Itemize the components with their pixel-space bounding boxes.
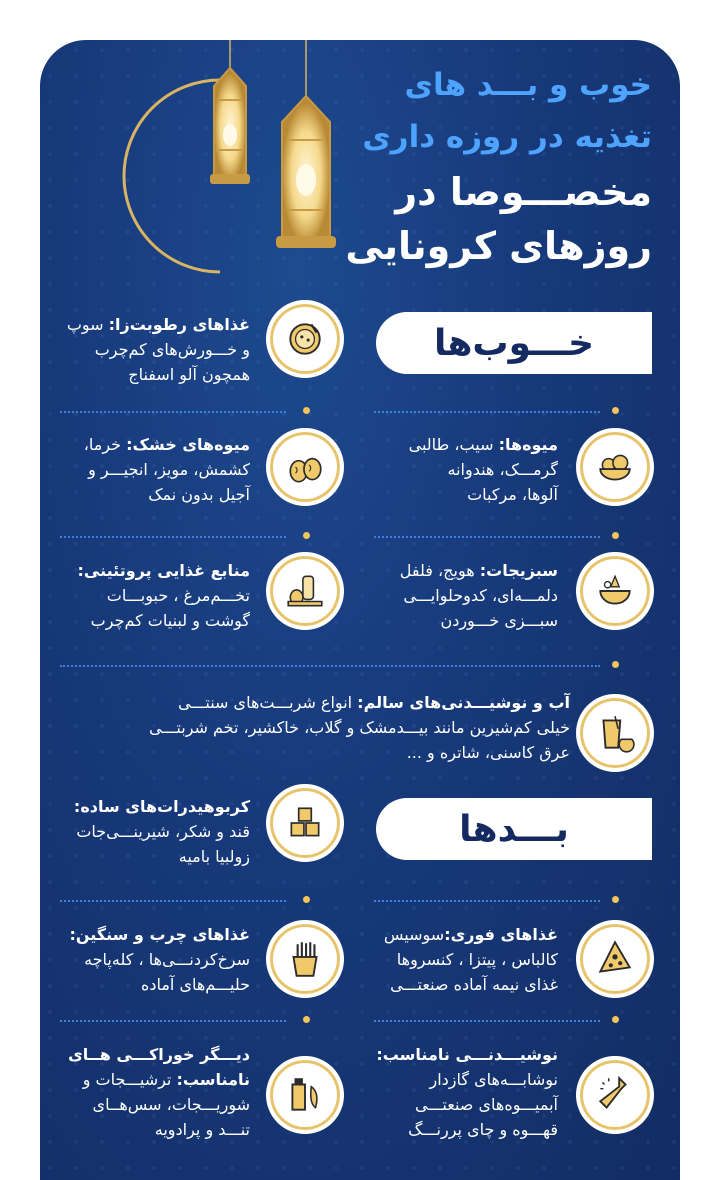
separator-line <box>374 900 600 902</box>
separator-line <box>374 411 600 413</box>
title-line-3: مخصـــوصا در <box>395 170 652 214</box>
protein-foods-icon <box>266 552 344 630</box>
fruit-bowl-icon <box>576 428 654 506</box>
bad-section-heading: بـــدها <box>376 798 652 860</box>
bad-drinks-text: نوشیـــدنـــی نامناسب: نوشابـــه‌های گازدار آبمیـــوه‌های صنعتـــی قهـــوه و چای پررنـــگ <box>376 1045 558 1139</box>
separator-line <box>60 411 286 413</box>
separator-dot <box>303 1016 310 1023</box>
humid-foods-text: غذاهای رطوبت‌زا: سوپ و خـــورش‌های کم‌چرب همچون آلو اسفناج <box>66 315 250 384</box>
vegetables-text: سبزیجات: هویج، فلفل دلمـــه‌ای، کدوحلوایـــی سبـــزی خـــوردن <box>399 561 558 630</box>
good-section-heading: خـــوب‌ها <box>376 312 652 374</box>
title-line-1: خوب و بـــد های <box>404 67 652 103</box>
pizza-slice-icon <box>576 920 654 998</box>
protein-text: منابع غذایی پروتئینی: تخـــم‌مرغ ، حبوبـــات گوشت و لبنیات کم‌چرب <box>77 561 250 630</box>
separator-dot <box>303 896 310 903</box>
fatty-foods-text: غذاهای چرب و سنگین: سرخ‌کردنـــی‌ها ، کله‌پاچه حلیـــم‌های آماده <box>69 925 250 994</box>
french-fries-icon <box>266 920 344 998</box>
sugar-cubes-icon <box>266 784 344 862</box>
separator-dot <box>612 1016 619 1023</box>
other-bad-foods-text: دیـــگر خوراکـــی هــای نامناسب: ترشیـــجات و شوریـــجات، سس‌هــای تنـــد و پرادویه <box>68 1045 250 1139</box>
separator-line <box>60 536 286 538</box>
crescent-moon-and-lanterns-icon <box>70 40 370 280</box>
separator-dot <box>612 407 619 414</box>
fast-foods-text: غذاهای فوری:سوسیس کالباس ، پیتزا ، کنسروها غذای نیمه آماده صنعتـــی <box>383 925 558 994</box>
healthy-drinks-text: آب و نوشیـــدنی‌های سالم: انواع شربـــت‌های سنتـــی خیلی کم‌شیرین مانند بیـــدمشک و گلاب، خاکشیر، تخم شربتـــی عرق کاسنی، شاتره و ... <box>149 693 570 762</box>
fruits-text: میوه‌ها: سیب، طالبی گرمـــک، هندوانه آلوها، مرکبات <box>408 435 558 504</box>
juice-glass-icon <box>576 694 654 772</box>
title-line-2: تغذیه در روزه داری <box>362 119 652 155</box>
dried-fruits-icon <box>266 428 344 506</box>
separator-line <box>60 900 286 902</box>
salad-bowl-icon <box>576 552 654 630</box>
simple-carbs-text: کربوهیدرات‌های ساده: قند و شکر، شیرینـــی‌جات زولبیا بامیه <box>73 797 250 866</box>
sauce-bottle-icon <box>266 1056 344 1134</box>
separator-line <box>374 1020 600 1022</box>
soda-bottle-icon <box>576 1056 654 1134</box>
title-line-4: روزهای کرونایی <box>345 224 652 268</box>
dried-fruits-text: میوه‌های خشک: خرما، کشمش، مویز، انجیـــر و آجیل بدون نمک <box>83 435 250 504</box>
separator-dot <box>303 532 310 539</box>
soup-bowl-icon <box>266 300 344 378</box>
separator-line <box>60 1020 286 1022</box>
infographic-card <box>40 40 680 1180</box>
separator-dot <box>612 661 619 668</box>
separator-dot <box>303 407 310 414</box>
separator-line <box>60 665 600 667</box>
separator-line <box>374 536 600 538</box>
separator-dot <box>612 896 619 903</box>
separator-dot <box>612 532 619 539</box>
